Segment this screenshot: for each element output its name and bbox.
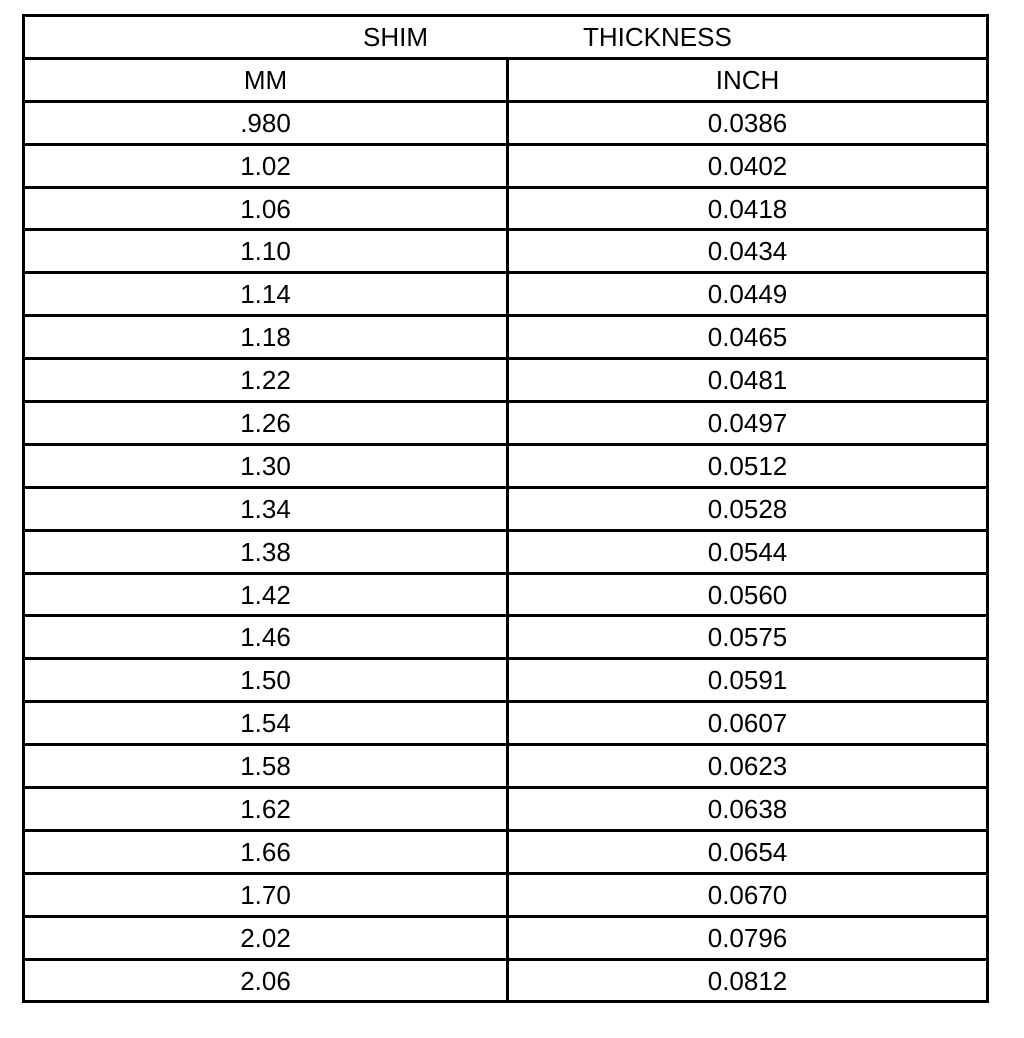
cell-inch: 0.0528 (508, 487, 988, 530)
table-row (24, 702, 988, 745)
table-row (24, 616, 988, 659)
table-row (24, 659, 988, 702)
cell-inch: 0.0591 (508, 659, 988, 702)
cell-mm: 1.14 (24, 273, 508, 316)
table-row (24, 187, 988, 230)
cell-inch: 0.0386 (508, 101, 988, 144)
cell-mm: 1.02 (24, 144, 508, 187)
cell-inch: 0.0434 (508, 230, 988, 273)
cell-inch: 0.0512 (508, 444, 988, 487)
cell-mm: 1.46 (24, 616, 508, 659)
cell-inch: 0.0560 (508, 573, 988, 616)
table-row (24, 530, 988, 573)
cell-inch: 0.0796 (508, 916, 988, 959)
cell-mm: 1.34 (24, 487, 508, 530)
table-row (24, 402, 988, 445)
title-cell (24, 16, 988, 59)
cell-mm: 1.06 (24, 187, 508, 230)
cell-mm: .980 (24, 101, 508, 144)
header-mm: MM (24, 58, 508, 101)
cell-mm: 1.18 (24, 316, 508, 359)
cell-mm: 2.02 (24, 916, 508, 959)
title-row (24, 16, 988, 59)
cell-inch: 0.0670 (508, 873, 988, 916)
cell-mm: 1.54 (24, 702, 508, 745)
cell-mm: 1.10 (24, 230, 508, 273)
shim-thickness-table (22, 14, 989, 1003)
cell-inch: 0.0481 (508, 359, 988, 402)
table-row (24, 830, 988, 873)
cell-inch: 0.0402 (508, 144, 988, 187)
table-row (24, 745, 988, 788)
title-shim: SHIM (363, 21, 428, 52)
cell-mm: 1.50 (24, 659, 508, 702)
cell-mm: 1.38 (24, 530, 508, 573)
table-row (24, 101, 988, 144)
table-row (24, 959, 988, 1002)
table-row (24, 144, 988, 187)
table-row (24, 916, 988, 959)
table-row (24, 873, 988, 916)
table-row (24, 359, 988, 402)
cell-mm: 1.66 (24, 830, 508, 873)
table-row (24, 273, 988, 316)
cell-mm: 1.70 (24, 873, 508, 916)
table-row (24, 230, 988, 273)
cell-inch: 0.0607 (508, 702, 988, 745)
table-row (24, 316, 988, 359)
cell-inch: 0.0449 (508, 273, 988, 316)
table-row (24, 573, 988, 616)
cell-inch: 0.0465 (508, 316, 988, 359)
cell-mm: 1.62 (24, 788, 508, 831)
cell-inch: 0.0544 (508, 530, 988, 573)
cell-mm: 2.06 (24, 959, 508, 1002)
cell-inch: 0.0638 (508, 788, 988, 831)
table-body (24, 16, 988, 1002)
cell-mm: 1.42 (24, 573, 508, 616)
title-thickness: THICKNESS (583, 21, 732, 52)
table-row (24, 444, 988, 487)
cell-mm: 1.58 (24, 745, 508, 788)
cell-inch: 0.0623 (508, 745, 988, 788)
cell-mm: 1.26 (24, 402, 508, 445)
cell-inch: 0.0497 (508, 402, 988, 445)
cell-inch: 0.0812 (508, 959, 988, 1002)
cell-inch: 0.0575 (508, 616, 988, 659)
header-row (24, 58, 988, 101)
cell-mm: 1.22 (24, 359, 508, 402)
cell-mm: 1.30 (24, 444, 508, 487)
table-row (24, 487, 988, 530)
cell-inch: 0.0418 (508, 187, 988, 230)
header-inch: INCH (508, 58, 988, 101)
table-row (24, 788, 988, 831)
cell-inch: 0.0654 (508, 830, 988, 873)
